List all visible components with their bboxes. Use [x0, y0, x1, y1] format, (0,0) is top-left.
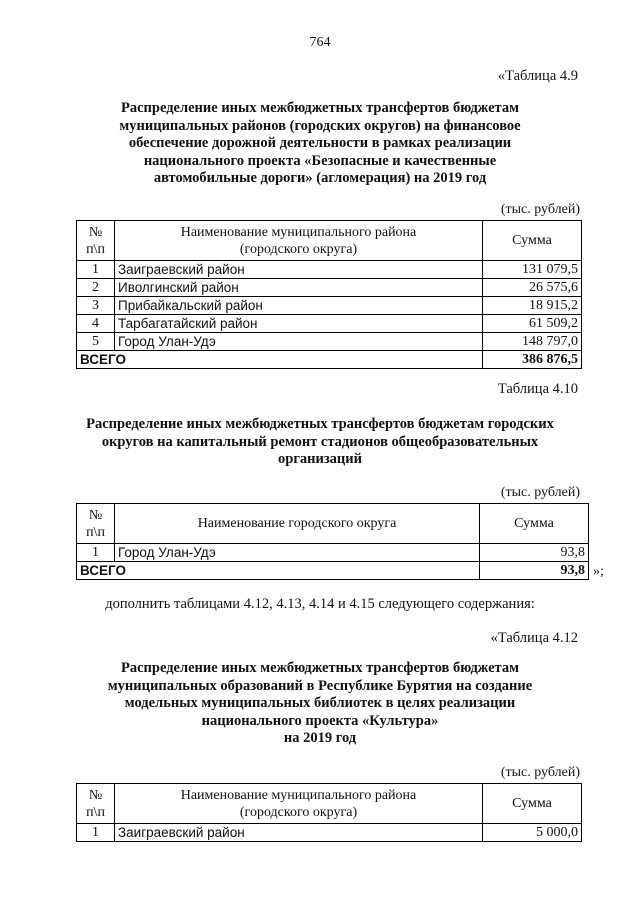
header-name-line: Наименование муниципального района — [180, 224, 417, 240]
header-number — [77, 504, 115, 544]
row-number: 1 — [77, 824, 115, 842]
title-line: Распределение иных межбюджетных трансфертов бюджетам — [121, 660, 519, 676]
title-line: на 2019 год — [283, 730, 357, 746]
header-number-line: № — [88, 787, 103, 803]
header-name — [115, 221, 483, 261]
row-sum: 131 079,5 — [483, 261, 582, 279]
total-row — [77, 562, 589, 580]
header-number-line: п\п — [86, 241, 105, 257]
title-line: обеспечение дорожной деятельности в рамках реализации — [128, 135, 512, 151]
total-label: ВСЕГО — [77, 351, 483, 369]
row-sum: 18 915,2 — [483, 297, 582, 315]
row-number: 1 — [77, 261, 115, 279]
title-line: округов на капитальный ремонт стадионов общеобразовательных — [101, 433, 539, 450]
row-name: Заиграевский район — [115, 261, 483, 279]
title-line: муниципальных районов (городских округов) на финансовое — [119, 117, 521, 134]
table-4-9 — [76, 220, 582, 369]
table-row — [77, 333, 582, 351]
title-line: муниципальных образований в Республике Бурятия на создание — [107, 677, 533, 694]
header-sum: Сумма — [480, 504, 589, 544]
header-name: Наименование городского округа — [115, 504, 480, 544]
row-name: Заиграевский район — [115, 824, 483, 842]
row-number: 1 — [77, 544, 115, 562]
table-4-12-title — [60, 660, 580, 748]
table-4-10-title — [60, 416, 580, 469]
row-number: 2 — [77, 279, 115, 297]
row-number: 3 — [77, 297, 115, 315]
table-4-10-label: Таблица 4.10 — [497, 381, 578, 397]
table-row — [77, 297, 582, 315]
row-name: Город Улан-Удэ — [115, 544, 480, 562]
table-header-row — [77, 784, 582, 824]
header-name-line: Наименование муниципального района — [180, 787, 417, 803]
closing-quote: »; — [593, 564, 604, 579]
row-name: Иволгинский район — [115, 279, 483, 297]
title-line: Распределение иных межбюджетных трансфертов бюджетам городских — [86, 416, 554, 432]
table-row — [77, 824, 582, 842]
header-sum: Сумма — [483, 221, 582, 261]
table-4-10 — [76, 503, 589, 580]
table-row — [77, 315, 582, 333]
table-header-row — [77, 504, 589, 544]
header-number-line: п\п — [86, 804, 105, 820]
table-row — [77, 544, 589, 562]
title-line: организаций — [278, 451, 362, 467]
table-row — [77, 279, 582, 297]
row-sum: 5 000,0 — [483, 824, 582, 842]
header-name-line: (городского округа) — [239, 241, 358, 257]
title-line: национального проекта «Культура» — [201, 712, 439, 729]
total-row — [77, 351, 582, 369]
row-name: Тарбагатайский район — [115, 315, 483, 333]
table-header-row — [77, 221, 582, 261]
row-name: Город Улан-Удэ — [115, 333, 483, 351]
table-row — [77, 261, 582, 279]
total-sum: 386 876,5 — [483, 351, 582, 369]
row-name: Прибайкальский район — [115, 297, 483, 315]
header-number — [77, 221, 115, 261]
title-line: автомобильные дороги» (агломерация) на 2019 год — [153, 170, 487, 186]
table-4-12-units: (тыс. рублей) — [500, 765, 580, 780]
header-number — [77, 784, 115, 824]
row-sum: 148 797,0 — [483, 333, 582, 351]
header-sum: Сумма — [483, 784, 582, 824]
title-line: Распределение иных межбюджетных трансфертов бюджетам — [121, 100, 519, 116]
row-sum: 93,8 — [480, 544, 589, 562]
table-4-12-label: «Таблица 4.12 — [490, 630, 578, 646]
row-sum: 26 575,6 — [483, 279, 582, 297]
row-number: 5 — [77, 333, 115, 351]
table-4-9-title — [60, 100, 580, 188]
header-name-line: (городского округа) — [239, 804, 358, 820]
title-line: модельных муниципальных библиотек в целях реализации — [124, 695, 516, 711]
table-4-10-units: (тыс. рублей) — [500, 485, 580, 500]
header-name — [115, 784, 483, 824]
total-label: ВСЕГО — [77, 562, 480, 580]
header-number-line: № — [88, 224, 103, 240]
table-4-9-units: (тыс. рублей) — [500, 202, 580, 217]
page-number: 764 — [309, 35, 331, 50]
table-4-9-label: «Таблица 4.9 — [497, 68, 578, 84]
total-sum: 93,8 — [480, 562, 589, 580]
header-number-line: п\п — [86, 524, 105, 540]
row-number: 4 — [77, 315, 115, 333]
header-number-line: № — [88, 507, 103, 523]
title-line: национального проекта «Безопасные и качественные — [143, 152, 497, 169]
supplement-text: дополнить таблицами 4.12, 4.13, 4.14 и 4.15 следующего содержания: — [105, 596, 535, 612]
table-4-12 — [76, 783, 582, 842]
row-sum: 61 509,2 — [483, 315, 582, 333]
